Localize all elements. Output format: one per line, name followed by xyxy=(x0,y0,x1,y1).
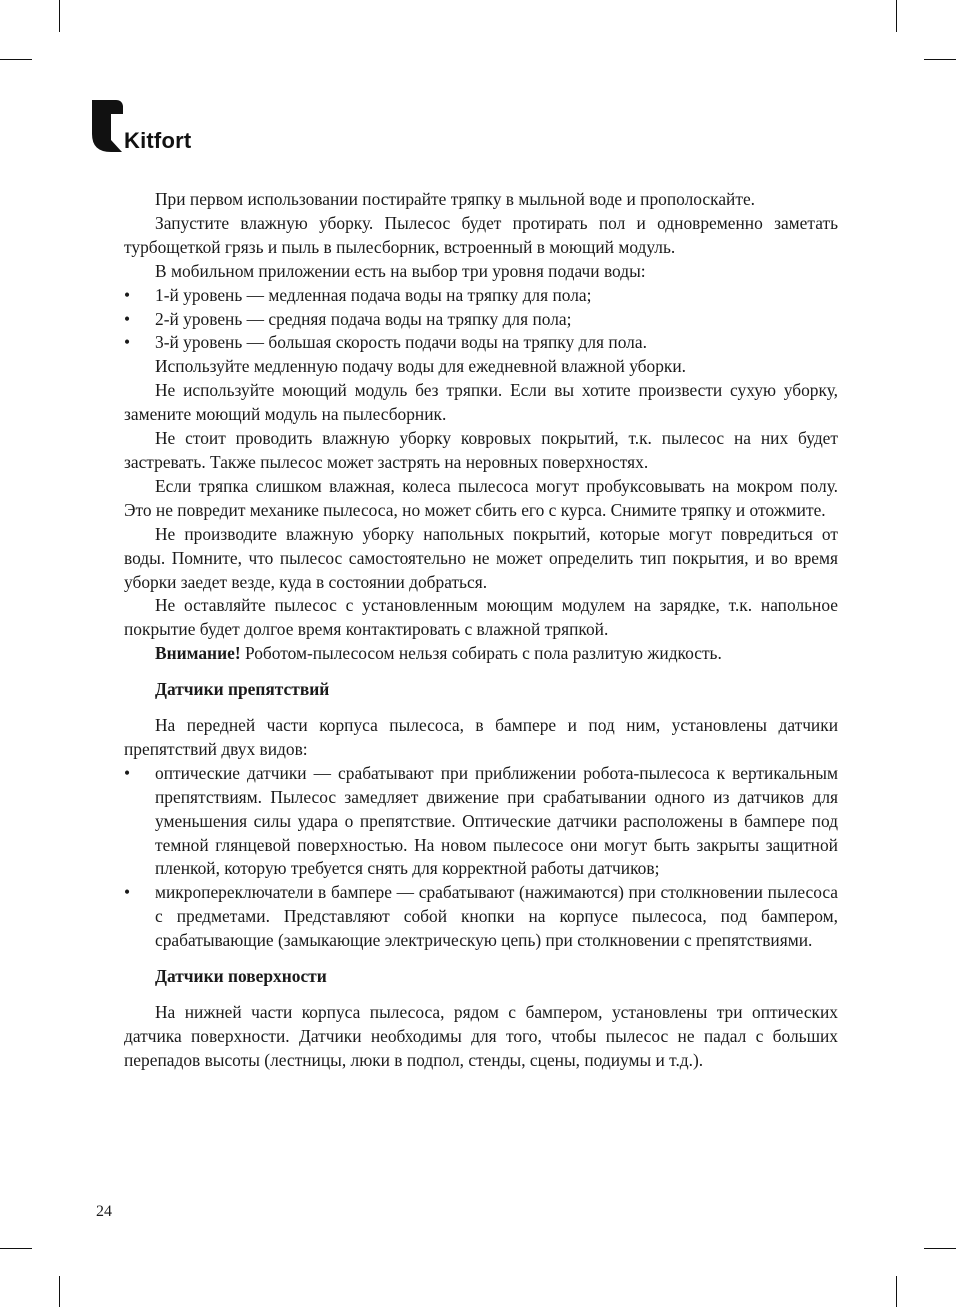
crop-mark xyxy=(924,59,956,60)
crop-mark xyxy=(59,0,60,32)
paragraph: Не стоит проводить влажную уборку ковровых покрытий, т.к. пылесос на них будет застревать. Также пылесос может застрять на неровных поверхностях. xyxy=(124,428,838,472)
list-item: • оптические датчики — срабатывают при приближении робота-пылесоса к вертикальным препятствиям. Пылесос замедляет движение при срабатывании одного из датчиков для уменьшения силы удара о препятствие. Оптические датчики расположены в бампере под темной глянцевой поверхностью. На новом пылесосе они могут быть закрыты защитной пленкой, которую требуется снять для корректной работы датчиков; xyxy=(124,762,838,879)
list-item: • 3-й уровень — большая скорость подачи воды на тряпку для пола. xyxy=(124,332,647,353)
paragraph: Запустите влажную уборку. Пылесос будет протирать пол и одновременно заметать турбощеткой грязь и пыль в пылесборник, встроенный в моющий модуль. xyxy=(124,212,838,257)
crop-mark xyxy=(59,1276,60,1307)
section-heading-obstacle: Датчики препятствий xyxy=(155,679,330,700)
paragraph: Не производите влажную уборку напольных покрытий, которые могут повредиться от воды. Помните, что пылесос самостоятельно не может определить тип покрытия, и во время уборки заедет везде, куда в состоянии добраться. xyxy=(124,523,838,592)
list-item: • 1-й уровень — медленная подача воды на тряпку для пола; xyxy=(124,284,592,305)
paragraph: Если тряпка слишком влажная, колеса пылесоса могут пробуксовывать на мокром полу. Это не повредит механике пылесоса, но может сбить его с курса. Снимите тряпку и отожмите. xyxy=(124,475,838,520)
warning-paragraph: Внимание! Роботом-пылесосом нельзя собирать с пола разлитую жидкость. xyxy=(155,643,722,664)
paragraph: Используйте медленную подачу воды для ежедневной влажной уборки. xyxy=(155,356,687,377)
page-content xyxy=(124,188,838,1073)
crop-mark xyxy=(0,59,32,60)
crop-mark xyxy=(924,1248,956,1249)
section-heading-surface: Датчики поверхности xyxy=(155,966,327,987)
paragraph: Не оставляйте пылесос с установленным моющим модулем на зарядке, т.к. напольное покрытие будет долгое время контактировать с влажной тряпкой. xyxy=(124,595,838,640)
paragraph: В мобильном приложении есть на выбор три уровня подачи воды: xyxy=(155,260,646,281)
water-levels-list xyxy=(124,284,838,356)
page-number: 24 xyxy=(96,1203,112,1220)
obstacle-sensors-list xyxy=(124,762,838,953)
list-item: • 2-й уровень — средняя подача воды на тряпку для пола; xyxy=(124,308,572,329)
crop-mark xyxy=(0,1248,32,1249)
crop-mark xyxy=(896,0,897,32)
paragraph: На передней части корпуса пылесоса, в бампере и под ним, установлены датчики препятствий двух видов: xyxy=(124,715,838,759)
warning-label: Внимание! xyxy=(155,643,241,664)
brand-name: Kitfort xyxy=(124,128,192,153)
list-item: • микропереключатели в бампере — срабатывают (нажимаются) при столкновении пылесоса с предметами. Представляют собой кнопки на корпусе пылесоса, под бампером, срабатывающие (замыкающие электрическую цепь) при столкновении с препятствиями. xyxy=(124,882,838,951)
paragraph: При первом использовании постирайте тряпку в мыльной воде и прополоскайте. xyxy=(155,189,756,209)
crop-mark xyxy=(896,1276,897,1307)
paragraph: Не используйте моющий модуль без тряпки. Если вы хотите произвести сухую уборку, замените моющий модуль на пылесборник. xyxy=(124,380,838,425)
paragraph: На нижней части корпуса пылесоса, рядом с бампером, установлены три оптических датчика поверхности. Датчики необходимы для того, чтобы пылесос не падал с больших перепадов высоты (лестницы, люки в подпол, стенды, сцены, подиумы и т.д.). xyxy=(124,1002,838,1070)
